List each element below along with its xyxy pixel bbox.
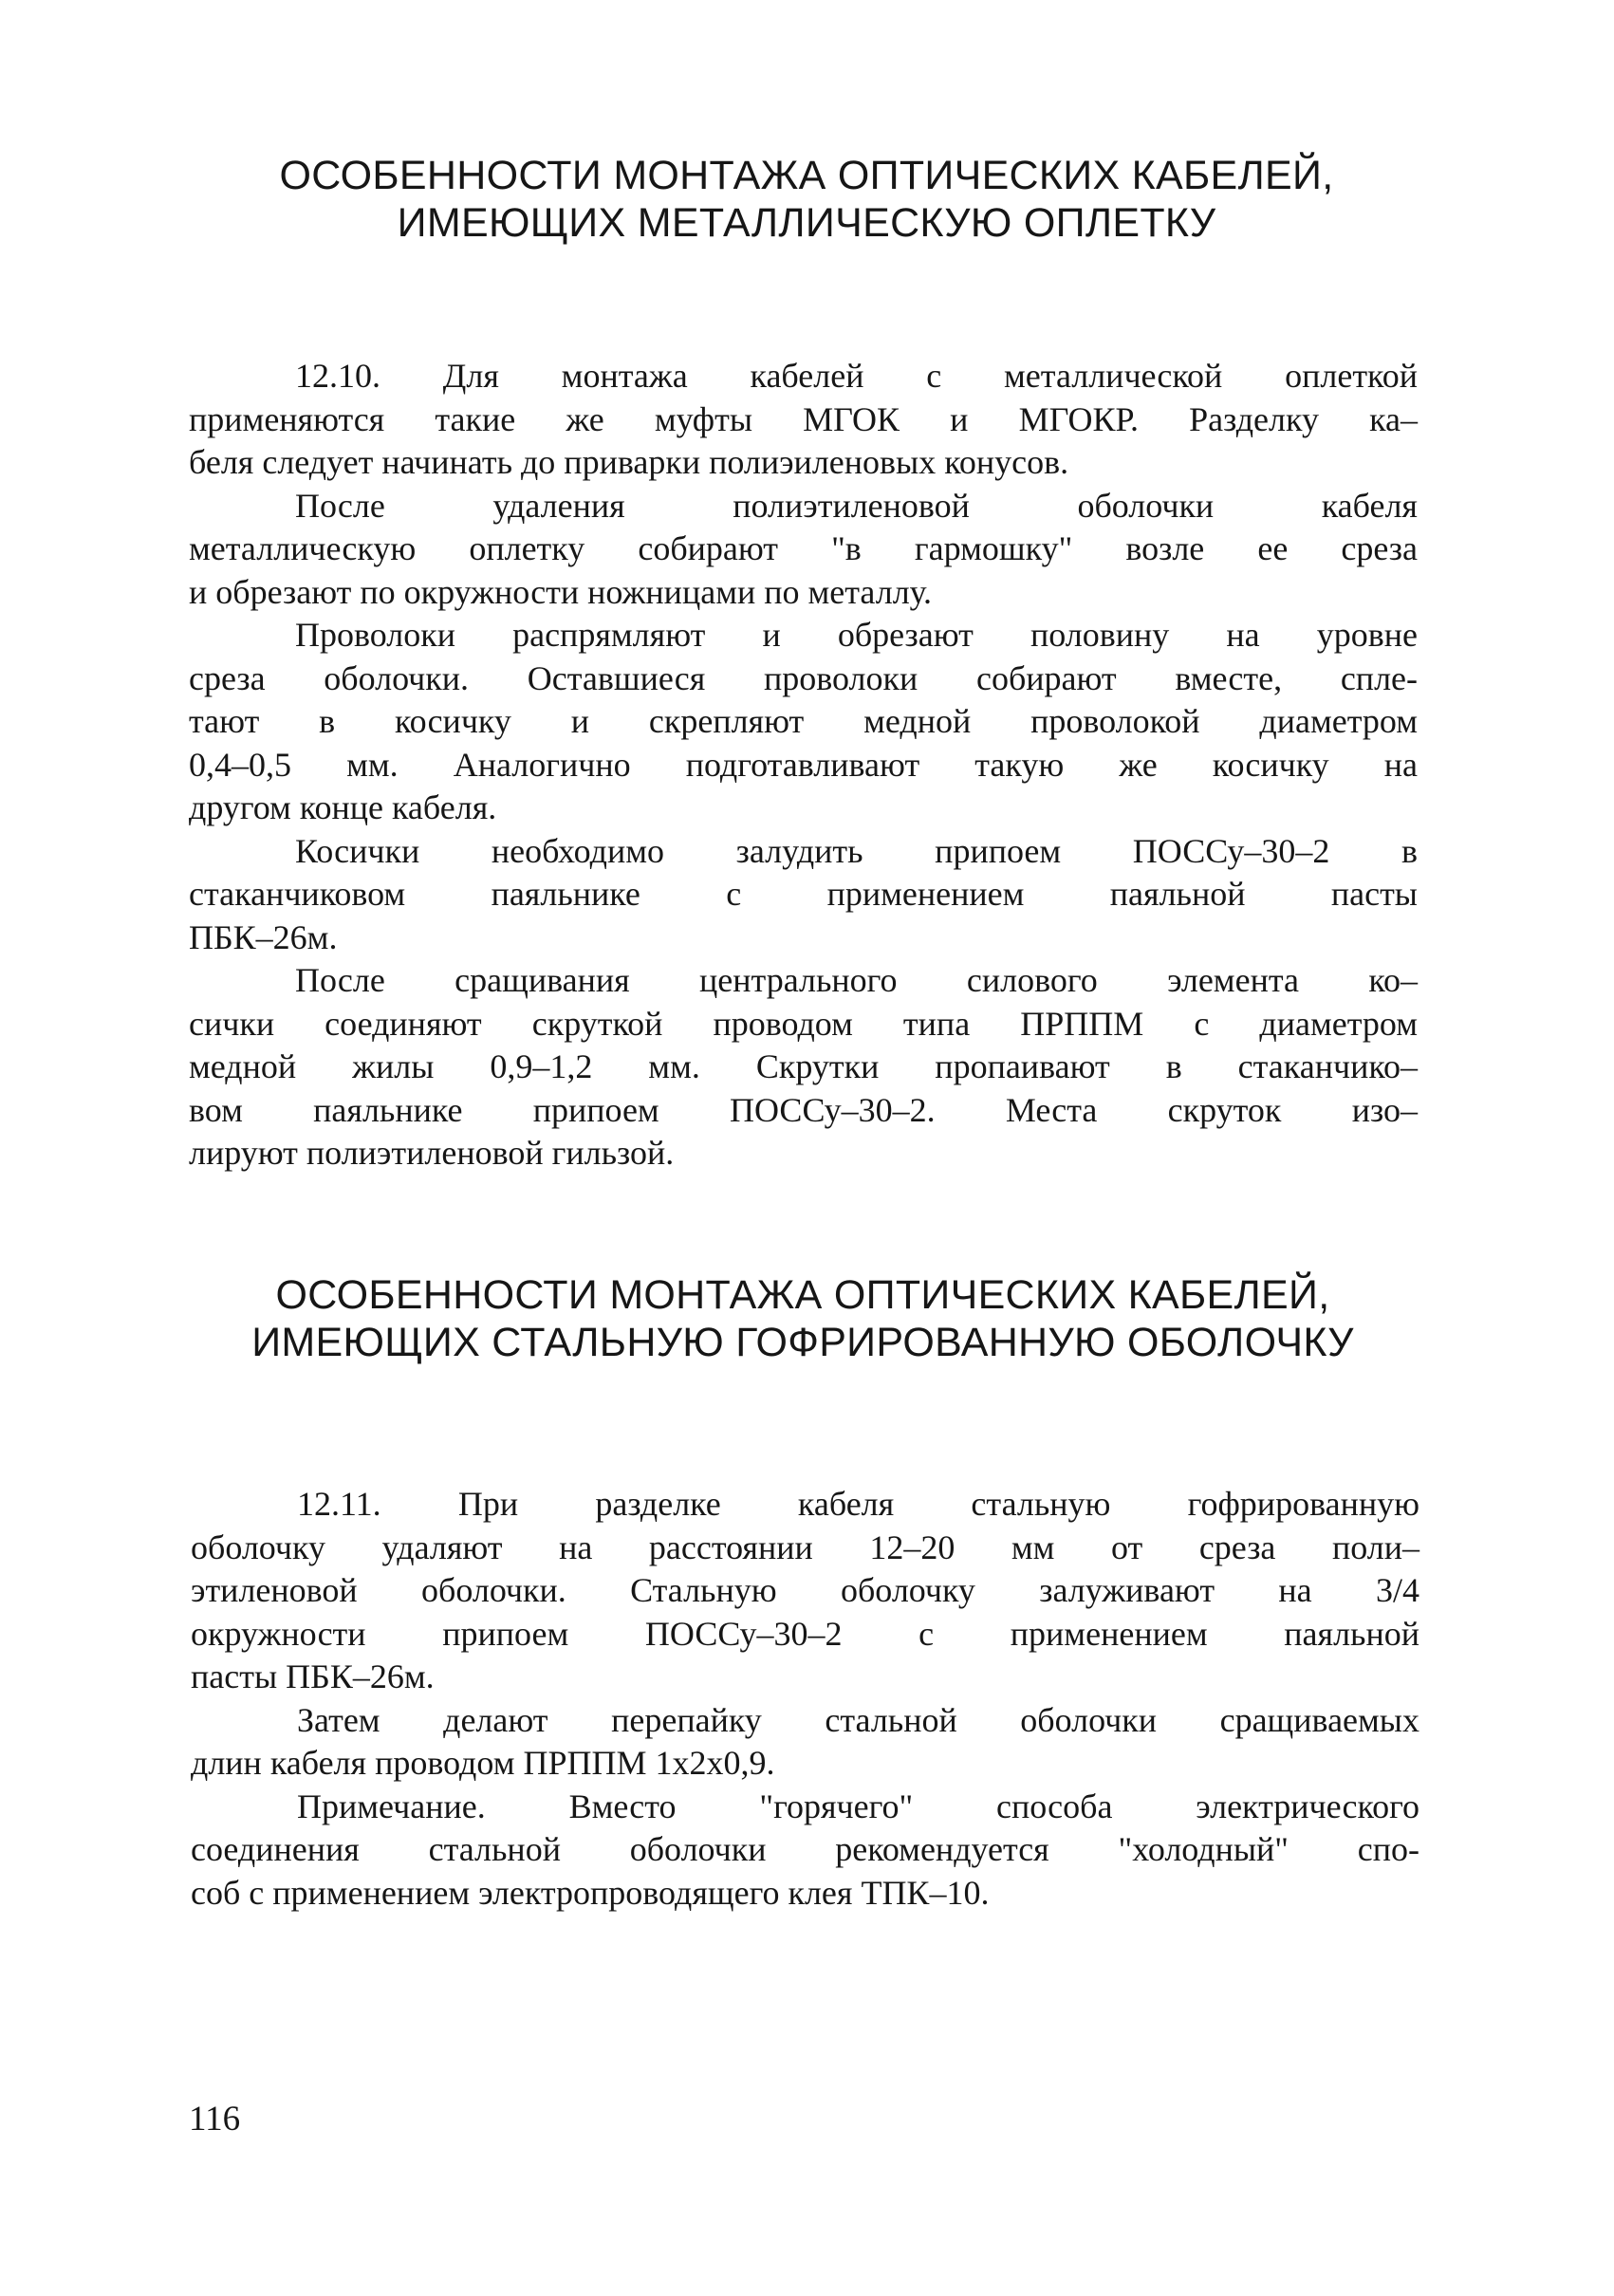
paragraph <box>191 1786 1419 1916</box>
text-line: Проволоки распрямляют и обрезают половину на уровне <box>295 616 1418 654</box>
paragraph <box>189 485 1418 615</box>
text-line: беля следует начинать до приварки полиэиленовых конусов. <box>189 443 1069 481</box>
text-line: этиленовой оболочки. Стальную оболочку залуживают на 3/4 <box>191 1571 1419 1609</box>
heading-line: ОСОБЕННОСТИ МОНТАЖА ОПТИЧЕСКИХ КАБЕЛЕЙ, <box>279 153 1334 198</box>
paragraph <box>189 830 1418 960</box>
page-number: 116 <box>189 2100 241 2139</box>
text-line: пасты ПБК–26м. <box>191 1657 435 1695</box>
section-heading <box>186 1271 1419 1366</box>
text-line: окружности припоем ПОССу–30–2 с применением паяльной <box>191 1614 1419 1653</box>
paragraph <box>189 614 1418 830</box>
text-line: и обрезают по окружности ножницами по металлу. <box>189 572 933 611</box>
text-line: Примечание. Вместо "горячего" способа электрического <box>297 1787 1419 1825</box>
text-line: Косички необходимо залудить припоем ПОССу–30–2 в <box>295 831 1418 870</box>
text-line: тают в косичку и скрепляют медной проволокой диаметром <box>189 702 1418 740</box>
text-line: соединения стальной оболочки рекомендуется "холодный" спо- <box>191 1830 1419 1868</box>
text-line: оболочку удаляют на расстоянии 12–20 мм от среза поли– <box>191 1528 1419 1566</box>
heading-line: ИМЕЮЩИХ СТАЛЬНУЮ ГОФРИРОВАННУЮ ОБОЛОЧКУ <box>251 1320 1354 1365</box>
text-line: металлическую оплетку собирают "в гармошку" возле ее среза <box>189 529 1418 567</box>
text-line: 0,4–0,5 мм. Аналогично подготавливают такую же косичку на <box>189 745 1418 784</box>
text-line: Затем делают перепайку стальной оболочки сращиваемых <box>297 1700 1419 1739</box>
paragraph <box>191 1699 1419 1786</box>
paragraph <box>191 1483 1419 1699</box>
text-line: применяются такие же муфты МГОК и МГОКР. Разделку ка– <box>189 399 1418 438</box>
text-line: соб с применением электропроводящего клея ТПК–10. <box>191 1873 990 1912</box>
text-line: 12.10. Для монтажа кабелей с металлической оплеткой <box>295 357 1418 395</box>
text-line: среза оболочки. Оставшиеся проволоки собирают вместе, спле- <box>189 658 1418 697</box>
section-body <box>189 355 1418 1176</box>
text-line: ПБК–26м. <box>189 917 338 956</box>
paragraph <box>189 959 1418 1176</box>
text-line: другом конце кабеля. <box>189 788 497 826</box>
text-line: длин кабеля проводом ПРППМ 1х2х0,9. <box>191 1744 775 1782</box>
text-line: медной жилы 0,9–1,2 мм. Скрутки пропаивают в стаканчико– <box>189 1047 1418 1085</box>
text-line: 12.11. При разделке кабеля стальную гофрированную <box>297 1485 1419 1523</box>
section-body <box>191 1483 1419 1915</box>
text-line: вом паяльнике припоем ПОССу–30–2. Места скруток изо– <box>189 1090 1418 1129</box>
text-line: После удаления полиэтиленовой оболочки кабеля <box>295 486 1418 525</box>
paragraph <box>189 355 1418 485</box>
heading-line: ОСОБЕННОСТИ МОНТАЖА ОПТИЧЕСКИХ КАБЕЛЕЙ, <box>275 1272 1330 1318</box>
text-line: После сращивания центрального силового элемента ко– <box>295 961 1418 999</box>
text-line: лируют полиэтиленовой гильзой. <box>189 1134 675 1172</box>
text-line: сички соединяют скруткой проводом типа ПРППМ с диаметром <box>189 1004 1418 1043</box>
text-line: стаканчиковом паяльнике с применением паяльной пасты <box>189 875 1418 913</box>
heading-line: ИМЕЮЩИХ МЕТАЛЛИЧЕСКУЮ ОПЛЕТКУ <box>397 200 1216 246</box>
section-heading <box>190 152 1423 247</box>
